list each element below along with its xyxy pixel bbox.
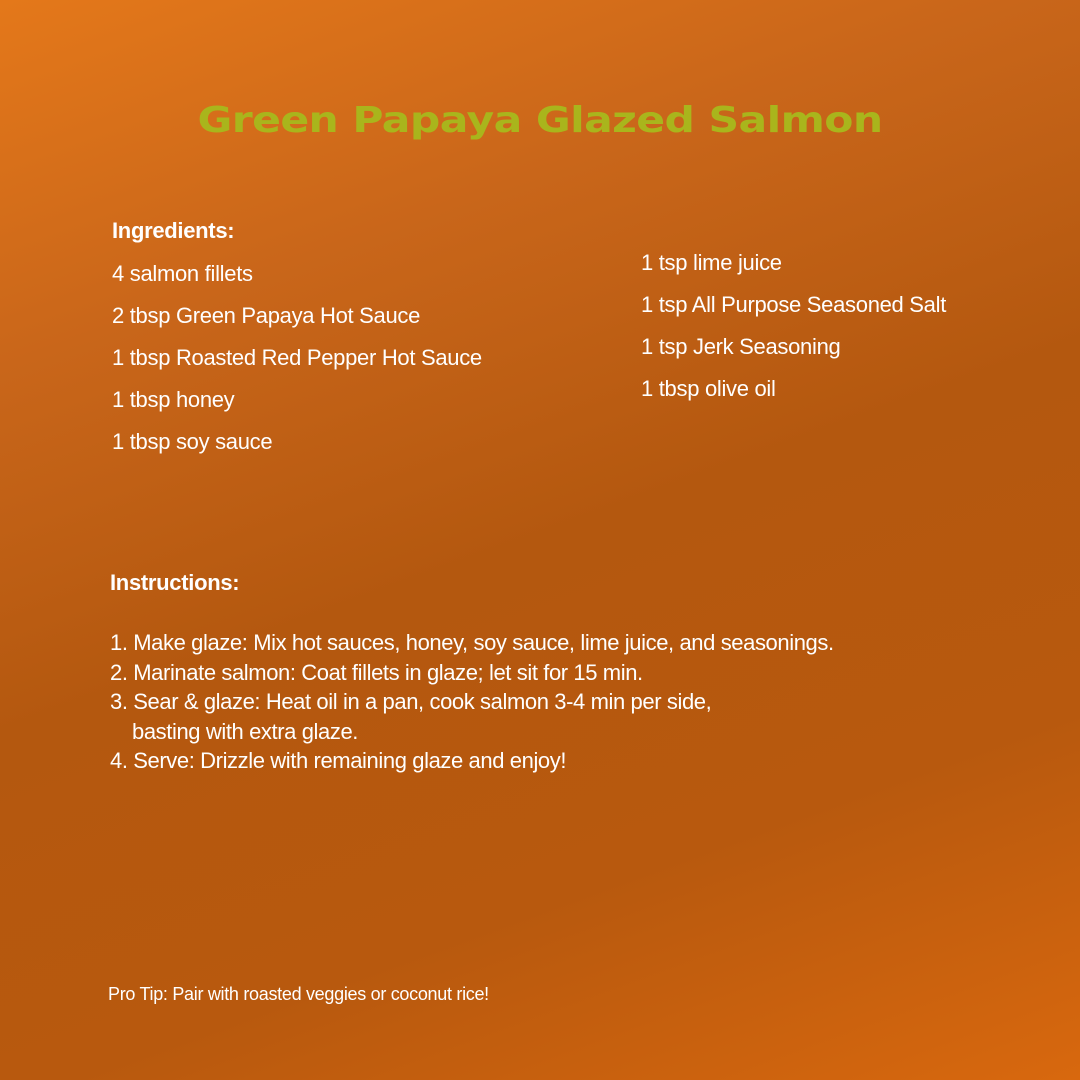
ingredient-item: 4 salmon fillets — [112, 261, 253, 286]
pro-tip: Pro Tip: Pair with roasted veggies or coconut rice! — [108, 984, 489, 1004]
ingredients-list-right — [641, 242, 946, 410]
instruction-step: 4. Serve: Drizzle with remaining glaze and enjoy! — [110, 748, 567, 773]
ingredients-heading: Ingredients: — [112, 218, 235, 243]
instructions-list — [110, 628, 834, 776]
instruction-step: 3. Sear & glaze: Heat oil in a pan, cook salmon 3-4 min per side, — [110, 689, 712, 714]
ingredient-item: 1 tbsp soy sauce — [112, 429, 273, 454]
instructions-heading: Instructions: — [110, 570, 240, 595]
instruction-step: 1. Make glaze: Mix hot sauces, honey, soy sauce, lime juice, and seasonings. — [110, 630, 834, 655]
ingredient-item: 1 tsp Jerk Seasoning — [641, 334, 841, 359]
ingredient-item: 1 tbsp honey — [112, 387, 235, 412]
ingredient-item: 1 tbsp olive oil — [641, 376, 776, 401]
recipe-title: Green Papaya Glazed Salmon — [197, 100, 883, 141]
ingredients-list-left — [112, 253, 482, 463]
ingredient-item: 1 tsp lime juice — [641, 250, 782, 275]
instruction-step-continuation: basting with extra glaze. — [132, 718, 359, 744]
ingredient-item: 1 tsp All Purpose Seasoned Salt — [641, 292, 947, 317]
ingredient-item: 2 tbsp Green Papaya Hot Sauce — [112, 303, 421, 328]
ingredient-item: 1 tbsp Roasted Red Pepper Hot Sauce — [112, 345, 482, 370]
instruction-step: 2. Marinate salmon: Coat fillets in glaze; let sit for 15 min. — [110, 659, 643, 685]
